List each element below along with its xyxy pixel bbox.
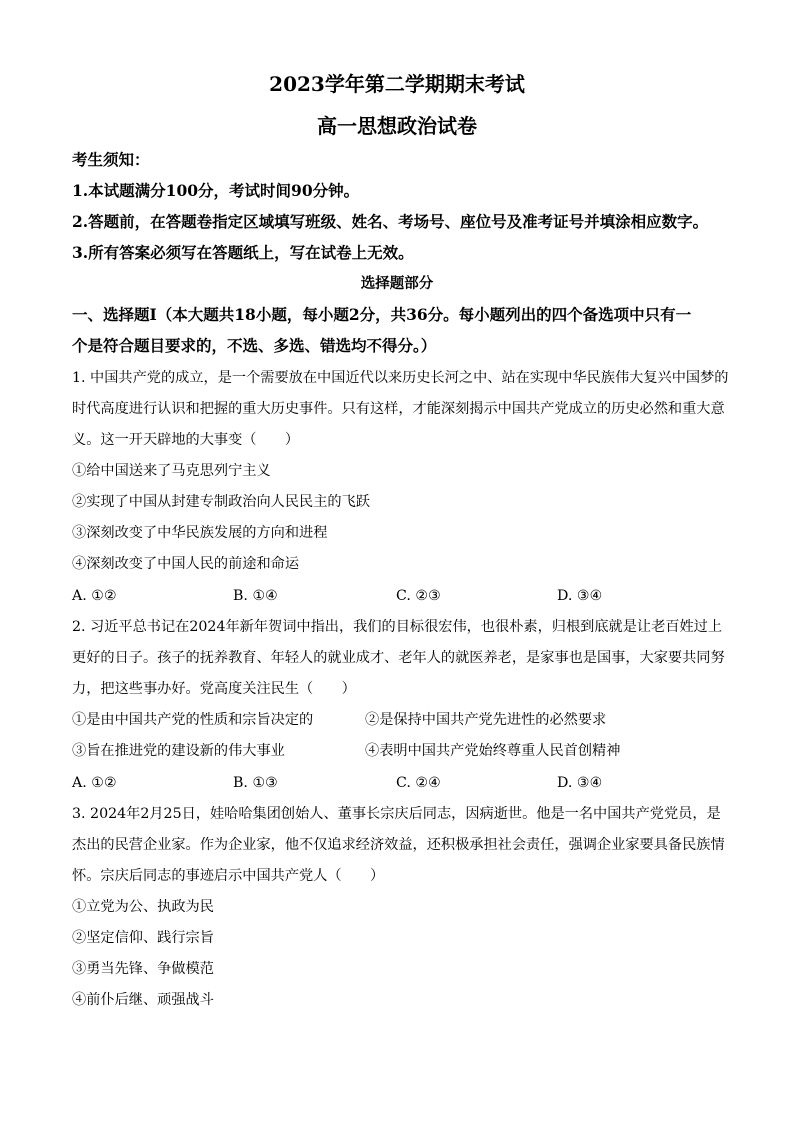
question-1-statement: ③深刻改变了中华民族发展的方向和进程 bbox=[72, 525, 328, 541]
question-3-stem: 怀。宗庆后同志的事迹启示中国共产党人（ ） bbox=[72, 868, 385, 884]
notice-item: 2.答题前，在答题卷指定区域填写班级、姓名、考场号、座位号及准考证号并填涂相应数字。 bbox=[72, 212, 709, 231]
question-1-statement: ①给中国送来了马克思列宁主义 bbox=[72, 463, 271, 479]
question-2-choice-a[interactable]: A. ①② bbox=[72, 775, 117, 791]
question-2-statement: ②是保持中国共产党先进性的必然要求 bbox=[365, 712, 607, 728]
question-2-choice-b[interactable]: B. ①③ bbox=[233, 775, 278, 791]
question-1-statement: ②实现了中国从封建专制政治向人民民主的飞跃 bbox=[72, 494, 370, 510]
question-3-stem: 杰出的民营企业家。作为企业家，他不仅追求经济效益，还积极承担社会责任，强调企业家要具备民族情 bbox=[72, 837, 725, 853]
question-1-stem: 时代高度进行认识和把握的重大历史事件。只有这样，才能深刻揭示中国共产党成立的历史必然和重大意 bbox=[72, 401, 725, 417]
section-instruction: 一、选择题Ⅰ（本大题共18小题，每小题2分，共36分。每小题列出的四个备选项中只有一 bbox=[72, 305, 692, 324]
question-1-stem: 1. 中国共产党的成立，是一个需要放在中国近代以来历史长河之中、站在实现中华民族伟大复兴中国梦的 bbox=[72, 370, 729, 386]
question-2-stem: 更好的日子。孩子的抚养教育、年轻人的就业成才、老年人的就医养老，是家事也是国事，大家要共同努 bbox=[72, 650, 725, 666]
section-title: 选择题部分 bbox=[360, 275, 434, 292]
question-3-statement: ②坚定信仰、践行宗旨 bbox=[72, 930, 214, 946]
question-3-statement: ①立党为公、执政为民 bbox=[72, 899, 214, 915]
section-instruction: 个是符合题目要求的，不选、多选、错选均不得分。） bbox=[72, 336, 437, 355]
question-2-choice-d[interactable]: D. ③④ bbox=[557, 775, 603, 791]
question-1-choice-d[interactable]: D. ③④ bbox=[557, 588, 603, 604]
question-3-statement: ④前仆后继、顽强战斗 bbox=[72, 992, 214, 1008]
question-2-stem: 力，把这些事办好。党高度关注民生（ ） bbox=[72, 681, 356, 697]
exam-title: 2023学年第二学期期末考试 bbox=[269, 72, 525, 96]
question-2-statement: ④表明中国共产党始终尊重人民首创精神 bbox=[365, 743, 621, 759]
question-1-choice-a[interactable]: A. ①② bbox=[72, 588, 117, 604]
question-1-stem: 义。这一开天辟地的大事变（ ） bbox=[72, 432, 300, 448]
notice-heading: 考生须知： bbox=[72, 150, 150, 169]
question-3-statement: ③勇当先锋、争做模范 bbox=[72, 961, 214, 977]
question-2-stem: 2. 习近平总书记在2024年新年贺词中指出，我们的目标很宏伟，也很朴素，归根到底就是让老百姓过上 bbox=[72, 619, 723, 635]
question-2-choice-c[interactable]: C. ②④ bbox=[396, 775, 441, 791]
question-1-choice-b[interactable]: B. ①④ bbox=[233, 588, 278, 604]
question-1-choice-c[interactable]: C. ②③ bbox=[396, 588, 441, 604]
notice-item: 3.所有答案必须写在答题纸上，写在试卷上无效。 bbox=[72, 243, 414, 262]
question-2-statement: ③旨在推进党的建设新的伟大事业 bbox=[72, 743, 285, 759]
question-2-statement: ①是由中国共产党的性质和宗旨决定的 bbox=[72, 712, 314, 728]
exam-subtitle: 高一思想政治试卷 bbox=[317, 114, 477, 138]
question-3-stem: 3. 2024年2月25日，娃哈哈集团创始人、董事长宗庆后同志，因病逝世。他是一名中国共产党党员，是 bbox=[72, 806, 721, 822]
notice-item: 1.本试题满分100分，考试时间90分钟。 bbox=[72, 181, 360, 200]
question-1-statement: ④深刻改变了中国人民的前途和命运 bbox=[72, 556, 300, 572]
